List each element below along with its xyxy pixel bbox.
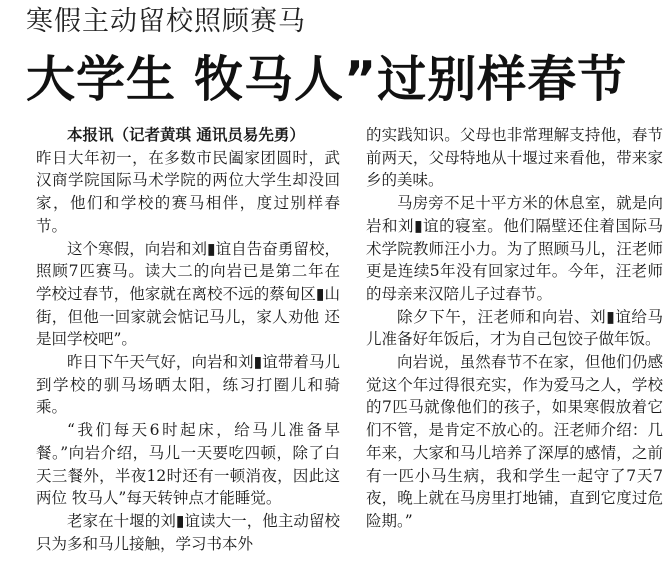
body-paragraph: 马房旁不足十平方米的休息室，就是向岩和刘▮谊的寝室。他们隔壁还住着国际马术学院教师汪小力。为了照顾马儿，汪老师更是连续5年没有回家过年。今年，汪老师的母亲来汉陪儿子过春节。 <box>366 194 663 303</box>
body-paragraph: 昨日下午天气好，向岩和刘▮谊带着马儿到学校的驯马场晒太阳，练习打圈儿和骑乘。 <box>36 353 340 417</box>
byline-paragraph <box>36 124 340 147</box>
body-paragraph: 昨日大年初一，在多数市民阖家团圆时，武汉商学院国际马术学院的两位大学生却没回家，他们和学校的赛马相伴，度过别样春节。 <box>36 148 340 235</box>
body-paragraph: 老家在十堰的刘▮谊读大一，他主动留校只为多和马儿接触，学习书本外 <box>36 511 340 553</box>
body-paragraph: 的实践知识。父母也非常理解支持他，春节前两天，父母特地从十堰过来看他，带来家乡的美味。 <box>366 126 663 190</box>
body-paragraph: 除夕下午，汪老师和向岩、刘▮谊给马儿准备好年饭后，才为自己包饺子做年饭。 <box>366 307 663 349</box>
body-paragraph: 这个寒假，向岩和刘▮谊自告奋勇留校，照顾7匹赛马。读大二的向岩已是第二年在学校过春节，他家就在离校不远的蔡甸区▮山街，但他一回家就会惦记马儿，家人劝他 还是回学校吧”。 <box>36 239 340 349</box>
article-column-right <box>366 124 663 582</box>
body-paragraph: 向岩说，虽然春节不在家，但他们仍感觉这个年过得很充实，作为爱马之人，学校的7匹马就像他们的孩子，如果寒假放着它们不管，是肯定不放心的。汪老师介绍：几年来，大家和马儿培养了深厚的感情，之前有一匹小马生病，我和学生一起守了7天7夜，晚上就在马房里打地铺，直到它度过危险期。” <box>366 353 663 530</box>
byline: 本报讯（记者黄琪 通讯员易先勇） <box>67 125 305 144</box>
article-column-left <box>36 124 340 582</box>
article-headline: 大学生 牧马人”过别样春节 <box>26 51 628 108</box>
body-paragraph: “我们每天6时起床，给马儿准备早餐。”向岩介绍，马儿一天要吃四顿，除了白天三餐外，半夜12时还有一顿消夜，因此这两位 牧马人”每天转钟点才能睡觉。 <box>36 421 340 508</box>
article-subtitle: 寒假主动留校照顾赛马 <box>26 6 306 37</box>
